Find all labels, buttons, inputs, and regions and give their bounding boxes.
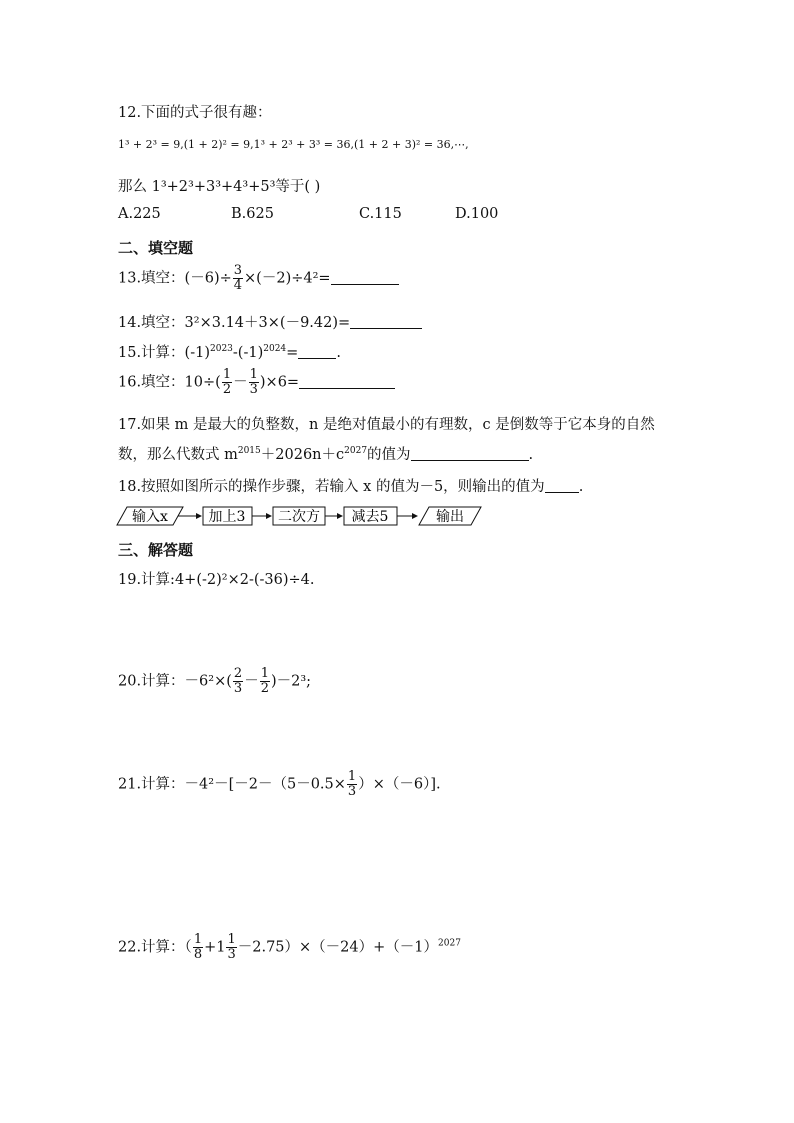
q12-option-c: C.115: [359, 206, 402, 222]
frac-denominator: 8: [193, 947, 203, 962]
section-title-solve: 三、解答题: [118, 541, 194, 559]
question-22: [118, 933, 461, 962]
answer-blank[interactable]: [545, 478, 579, 493]
frac-numerator: 3: [233, 263, 243, 278]
frac-denominator: 3: [347, 784, 357, 799]
frac-numerator: 1: [222, 367, 232, 382]
question-18: [118, 475, 583, 496]
question-17-line2: [118, 443, 533, 464]
flow-step-add-label: 加上3: [208, 509, 246, 525]
exponent: 2015: [237, 446, 261, 456]
q17-text-post: 的值为: [367, 447, 411, 463]
operation-flow-diagram: [115, 503, 485, 529]
exponent: 2027: [438, 938, 461, 949]
q15-text-pre: 15.计算：(-1): [118, 345, 210, 361]
fraction: [226, 933, 236, 962]
frac-denominator: 3: [227, 947, 236, 962]
answer-blank[interactable]: [331, 270, 399, 285]
exponent: 2023: [210, 344, 233, 354]
question-14: [118, 311, 422, 332]
q22-text-post: －2.75）×（－24）+（－1）: [237, 939, 439, 956]
frac-denominator: 3: [249, 382, 258, 397]
q21-text-post: ）×（－6）].: [358, 776, 441, 793]
frac-denominator: 4: [233, 278, 243, 293]
exponent: 2024: [263, 344, 287, 354]
section-title-fill-in: 二、填空题: [118, 239, 194, 257]
q12-question: 那么 1³+2³+3³+4³+5³等于( ): [118, 179, 321, 195]
q21-text-pre: 21.计算：－4²－[－2－（5－0.5×: [118, 776, 346, 793]
q17-text-mid: ＋2026n＋c: [260, 447, 345, 463]
q18-text: 18.按照如图所示的操作步骤，若输入 x 的值为－5，则输出的值为: [118, 479, 545, 495]
flow-input-label: 输入x: [132, 509, 168, 525]
answer-blank[interactable]: [298, 344, 336, 359]
exponent: 2027: [344, 446, 368, 456]
q20-text-pre: 20.计算：－6²×(: [118, 673, 232, 690]
question-15: [118, 341, 341, 362]
question-20: [118, 667, 311, 696]
q20-op: －: [244, 673, 259, 690]
flow-output-label: 输出: [436, 509, 464, 525]
fraction: [347, 770, 357, 799]
answer-blank[interactable]: [350, 314, 422, 329]
q15-end: .: [336, 345, 341, 361]
fraction: [249, 368, 259, 397]
q15-text-post: =: [286, 345, 299, 361]
answer-blank[interactable]: [411, 446, 529, 461]
flow-step-subtract-label: 减去5: [351, 509, 389, 525]
question-21: [118, 770, 441, 799]
fraction: [233, 264, 243, 293]
q12-option-b: B.625: [231, 206, 274, 222]
q12-formula: 1³ + 2³ = 9,(1 + 2)² = 9,1³ + 2³ + 3³ = 36,(1 + 2 + 3)² = 36,⋯,: [118, 138, 469, 151]
q16-text-post: )×6=: [259, 374, 300, 391]
question-19: 19.计算:4+(-2)²×2-(-36)÷4.: [118, 572, 315, 588]
question-17-line1: 17.如果 m 是最大的负整数，n 是绝对值最小的有理数，c 是倒数等于它本身的自然: [118, 417, 655, 433]
q20-text-post: )－2³;: [270, 673, 312, 690]
frac-numerator: 1: [227, 932, 236, 947]
q14-text: 14.填空：3²×3.14＋3×(－9.42)=: [118, 315, 351, 331]
fraction: [193, 933, 203, 962]
question-13: [118, 264, 399, 293]
frac-denominator: 3: [233, 681, 243, 696]
fraction: [222, 368, 232, 397]
q16-op: －: [233, 374, 248, 391]
q17-text-pre: 数，那么代数式 m: [118, 447, 238, 463]
q13-text-post: ×(－2)÷4²=: [244, 270, 331, 287]
q15-text-mid: -(-1): [232, 345, 264, 361]
frac-numerator: 1: [347, 769, 357, 784]
frac-numerator: 2: [233, 666, 243, 681]
frac-numerator: 1: [193, 932, 203, 947]
fraction: [233, 667, 243, 696]
frac-numerator: 1: [249, 367, 258, 382]
q12-intro: 12.下面的式子很有趣：: [118, 105, 272, 121]
q22-text-pre: 22.计算：（: [118, 939, 192, 956]
q12-option-d: D.100: [455, 206, 499, 222]
q17-end: .: [528, 447, 534, 463]
q13-text-pre: 13.填空：(－6)÷: [118, 270, 232, 287]
frac-denominator: 2: [260, 681, 269, 696]
flow-step-square-label: 二次方: [278, 509, 320, 525]
q12-option-a: A.225: [118, 206, 161, 222]
question-16: [118, 368, 395, 397]
q22-plus: +1: [204, 939, 226, 956]
answer-blank[interactable]: [299, 374, 395, 389]
q18-end: .: [578, 479, 584, 495]
frac-numerator: 1: [260, 666, 269, 681]
frac-denominator: 2: [222, 382, 232, 397]
fraction: [260, 667, 270, 696]
q16-text-pre: 16.填空：10÷(: [118, 374, 221, 391]
